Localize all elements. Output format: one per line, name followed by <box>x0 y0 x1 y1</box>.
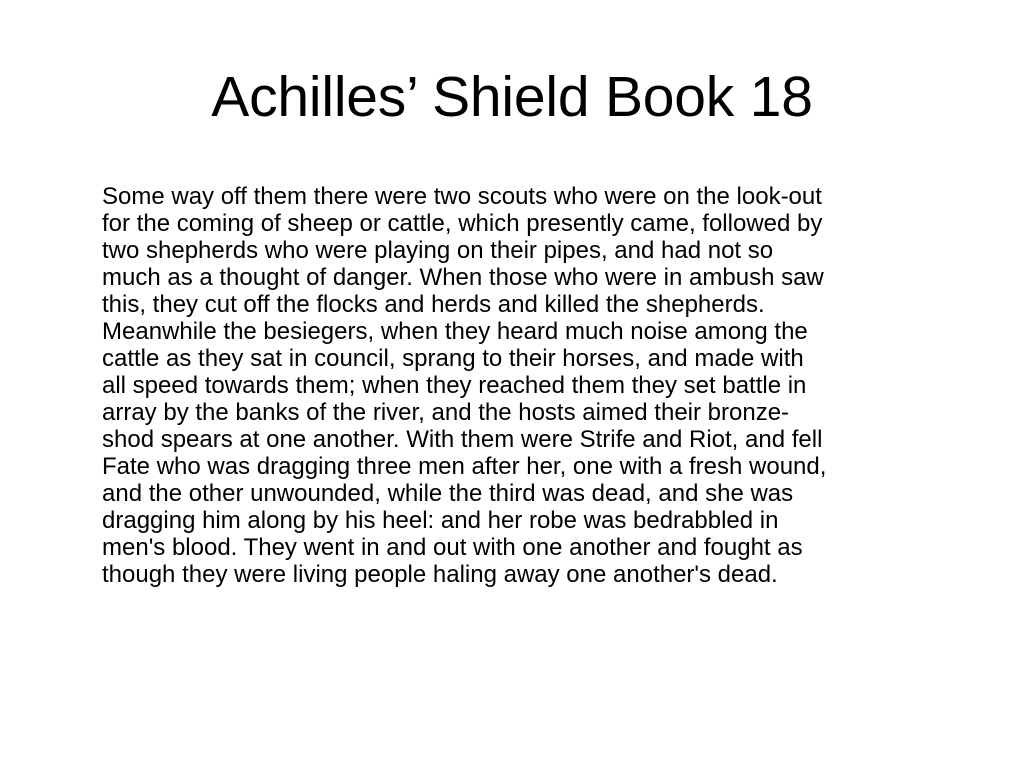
body-line: shod spears at one another. With them were Strife and Riot, and fell <box>102 426 823 453</box>
body-line: men's blood. They went in and out with one another and fought as <box>102 534 803 561</box>
body-line: for the coming of sheep or cattle, which presently came, followed by <box>102 210 823 237</box>
body-line: and the other unwounded, while the third was dead, and she was <box>102 480 794 507</box>
body-line: array by the banks of the river, and the hosts aimed their bronze- <box>102 399 790 426</box>
body-line: much as a thought of danger. When those who were in ambush saw <box>102 264 824 291</box>
slide-body <box>102 183 982 588</box>
body-line: this, they cut off the flocks and herds and killed the shepherds. <box>102 291 765 318</box>
body-line: dragging him along by his heel: and her robe was bedrabbled in <box>102 507 779 534</box>
body-line: cattle as they sat in council, sprang to their horses, and made with <box>102 345 804 372</box>
body-line: Meanwhile the besiegers, when they heard much noise among the <box>102 318 808 345</box>
body-line: Some way off them there were two scouts who were on the look-out <box>102 183 822 210</box>
body-line: all speed towards them; when they reached them they set battle in <box>102 372 807 399</box>
body-line: though they were living people haling away one another's dead. <box>102 561 778 588</box>
body-line: Fate who was dragging three men after her, one with a fresh wound, <box>102 453 827 480</box>
body-line: two shepherds who were playing on their pipes, and had not so <box>102 237 774 264</box>
slide-title: Achilles’ Shield Book 18 <box>211 65 813 129</box>
